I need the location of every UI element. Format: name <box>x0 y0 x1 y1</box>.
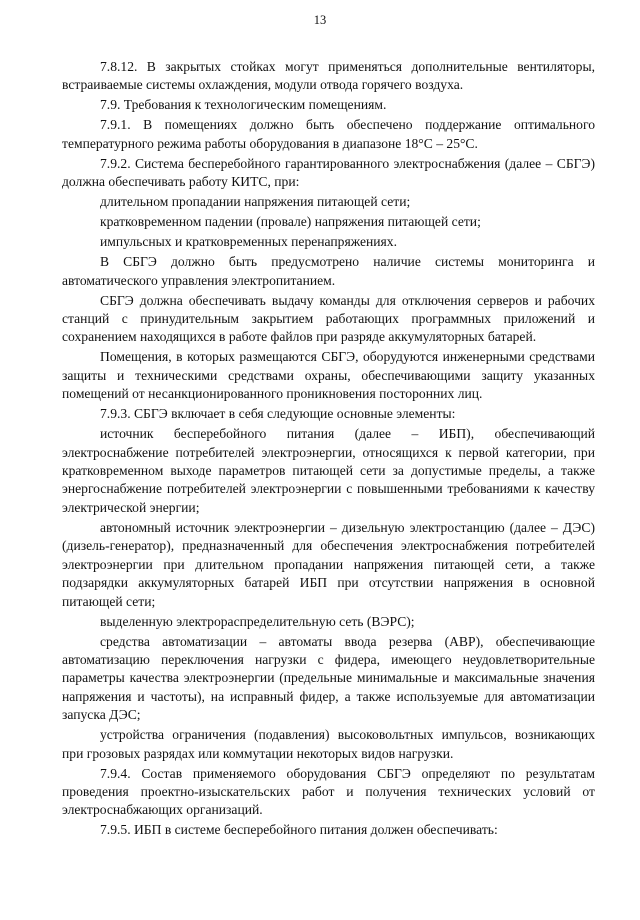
page-number: 13 <box>313 13 327 27</box>
heading-7-9: 7.9. Требования к технологическим помещениям. <box>100 97 387 113</box>
paragraph-7-8-12: 7.8.12. В закрытых стойках могут применяться дополнительные вентиляторы, встраиваемые системы охлаждения, модули отвода горячего воздуха. <box>62 59 595 93</box>
document-body <box>62 58 595 841</box>
paragraph-7-9-2: 7.9.2. Система бесперебойного гарантированного электроснабжения (далее – СБГЭ) должна обеспечивать работу КИТС, при: <box>62 155 595 190</box>
list-item-overvoltage: импульсных и кратковременных перенапряжениях. <box>100 234 397 250</box>
list-item-surge-protection: устройства ограничения (подавления) высоковольтных импульсов, возникающих при грозовых разрядах или коммутации некоторых видов нагрузки. <box>62 727 595 761</box>
paragraph-7-9-5: 7.9.5. ИБП в системе бесперебойного питания должен обеспечивать: <box>100 822 498 838</box>
paragraph-monitoring: В СБГЭ должно быть предусмотрено наличие системы мониторинга и автоматического управления электропитанием. <box>62 254 595 288</box>
list-item-short-drop: кратковременном падении (провале) напряжения питающей сети; <box>100 214 481 230</box>
list-item-automation: средства автоматизации – автоматы ввода резерва (АВР), обеспечивающие автоматизацию переключения нагрузки с фидера, имеющего неудовлетворительные параметры качества электроэнергии (предельные минимальные и максимальные значения напряжения и частоты), на исправный фидер, а также используемые для автоматизации запуска ДЭС; <box>62 633 595 723</box>
list-item-ups: источник бесперебойного питания (далее – ИБП), обеспечивающий электроснабжение потребителей электроэнергии, относящихся к первой категории, при кратковременном выходе параметров питающей сети за допустимые пределы, а также энергоснабжение потребителей электроэнергии с повышенными требованиями к качеству электрической энергии; <box>62 426 595 515</box>
list-item-long-outage: длительном пропадании напряжения питающей сети; <box>100 194 411 210</box>
paragraph-7-9-3: 7.9.3. СБГЭ включает в себя следующие основные элементы: <box>100 406 456 422</box>
list-item-dedicated-network: выделенную электрораспределительную сеть (ВЭРС); <box>100 613 415 629</box>
paragraph-shutdown-command: СБГЭ должна обеспечивать выдачу команды для отключения серверов и рабочих станций с принудительным закрытием работающих программных приложений и сохранением находящихся в работе файлов при разряде аккумуляторных батарей. <box>62 292 595 345</box>
list-item-diesel-station: автономный источник электроэнергии – дизельную электростанцию (далее – ДЭС) (дизель-генератор), предназначенный для обеспечения электроснабжения потребителей электроэнергии при длительном пропадании напряжения питающей сети, а также подзарядки аккумуляторных батарей ИБП при отсутствии напряжения в основной питающей сети; <box>62 519 595 609</box>
paragraph-7-9-1: 7.9.1. В помещениях должно быть обеспечено поддержание оптимального температурного режима работы оборудования в диапазоне 18°С – 25°С. <box>62 117 595 151</box>
paragraph-7-9-4: 7.9.4. Состав применяемого оборудования СБГЭ определяют по результатам проведения проектно-изыскательских работ и получения технических условий от электроснабжающих организаций. <box>62 765 595 818</box>
paragraph-premises-protection: Помещения, в которых размещаются СБГЭ, оборудуются инженерными средствами защиты и техническими средствами охраны, обеспечивающими защиту указанных помещений от несанкционированного проникновения посторонних лиц. <box>62 349 595 402</box>
